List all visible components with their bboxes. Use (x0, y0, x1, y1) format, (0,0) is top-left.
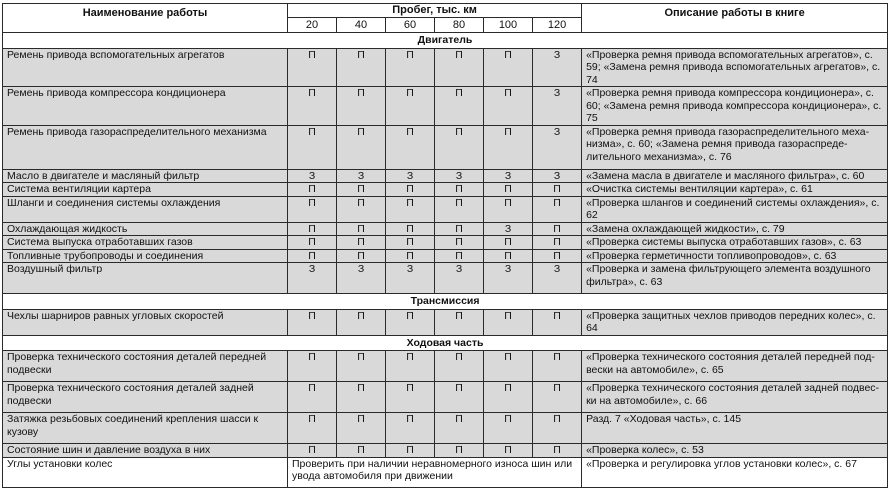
section-title-chassis: Ходовая часть (3, 335, 888, 351)
interval-value: П (288, 236, 337, 250)
work-name: Углы установки колес (3, 457, 288, 487)
mileage-col-40: 40 (337, 17, 386, 33)
mileage-col-80: 80 (435, 17, 484, 33)
interval-value: П (533, 222, 582, 236)
section-title-transmission: Трансмиссия (3, 294, 888, 310)
work-name: Состояние шин и давление воздуха в них (3, 444, 288, 458)
interval-value: З (435, 169, 484, 183)
interval-value: З (533, 263, 582, 294)
interval-value: З (337, 263, 386, 294)
header-work-name: Наименование работы (3, 4, 288, 33)
table-row (3, 183, 888, 197)
table-row (3, 87, 888, 126)
interval-value: П (435, 48, 484, 87)
interval-value: П (533, 413, 582, 444)
work-name: Проверка технического состояния деталей задней подвески (3, 382, 288, 413)
interval-value: З (337, 169, 386, 183)
book-reference: «Замена охлаждающей жидкости», с. 79 (582, 222, 888, 236)
book-reference: «Замена масла в двигателе и масляного фильтра», с. 60 (582, 169, 888, 183)
interval-value: П (337, 48, 386, 87)
interval-value: П (337, 413, 386, 444)
interval-value: П (484, 87, 533, 126)
section-header-row (3, 294, 888, 310)
work-name: Масло в двигателе и масляный фильтр (3, 169, 288, 183)
interval-value: П (337, 249, 386, 263)
book-reference: «Проверка системы выпуска отработавших газов», с. 63 (582, 236, 888, 250)
book-reference: «Проверка шлангов и соединений системы охлаждения», с. 62 (582, 196, 888, 222)
interval-value: П (386, 222, 435, 236)
interval-value: З (484, 263, 533, 294)
interval-value: П (533, 309, 582, 335)
table-row (3, 309, 888, 335)
interval-value: З (533, 169, 582, 183)
work-name: Шланги и соединения системы охлаждения (3, 196, 288, 222)
interval-value: З (435, 263, 484, 294)
table-row (3, 457, 888, 487)
interval-value: П (386, 309, 435, 335)
interval-value: З (484, 169, 533, 183)
book-reference: «Проверка защитных чехлов приводов передних колес», с. 64 (582, 309, 888, 335)
interval-value: П (435, 196, 484, 222)
interval-value: П (386, 236, 435, 250)
interval-value: П (533, 249, 582, 263)
table-header-row (3, 4, 888, 18)
interval-value: З (386, 169, 435, 183)
work-name: Чехлы шарниров равных угловых скоростей (3, 309, 288, 335)
interval-value: З (288, 169, 337, 183)
interval-value: П (337, 309, 386, 335)
section-header-row (3, 335, 888, 351)
interval-value: П (288, 48, 337, 87)
interval-value: П (337, 125, 386, 169)
interval-value: П (435, 125, 484, 169)
table-row (3, 382, 888, 413)
interval-value: П (288, 413, 337, 444)
mileage-col-120: 120 (533, 17, 582, 33)
interval-value: П (288, 222, 337, 236)
maintenance-schedule-table (2, 3, 888, 488)
book-reference: «Проверка герметичности топливопроводов», с. 63 (582, 249, 888, 263)
book-reference: «Проверка ремня привода газораспределительного меха-низма», с. 60; «Замена ремня привода газораспреде-лительного механизма», с. 76 (582, 125, 888, 169)
mileage-col-20: 20 (288, 17, 337, 33)
table-row (3, 48, 888, 87)
interval-value: З (288, 263, 337, 294)
interval-value: П (337, 444, 386, 458)
work-name: Ремень привода компрессора кондиционера (3, 87, 288, 126)
interval-value: П (386, 382, 435, 413)
interval-value: П (337, 222, 386, 236)
book-reference: «Проверка и замена фильтрующего элемента воздушного фильтра», с. 63 (582, 263, 888, 294)
interval-value: П (484, 382, 533, 413)
table-row (3, 196, 888, 222)
interval-value: З (484, 222, 533, 236)
interval-value: П (337, 236, 386, 250)
work-name: Охлаждающая жидкость (3, 222, 288, 236)
header-description: Описание работы в книге (582, 4, 888, 33)
interval-value: П (484, 48, 533, 87)
interval-value: З (386, 263, 435, 294)
table-row (3, 444, 888, 458)
interval-value: П (484, 444, 533, 458)
work-name: Ремень привода вспомогательных агрегатов (3, 48, 288, 87)
interval-value: П (337, 196, 386, 222)
table-row (3, 125, 888, 169)
interval-value: П (533, 183, 582, 197)
interval-value: З (533, 87, 582, 126)
mileage-col-100: 100 (484, 17, 533, 33)
interval-value: П (435, 87, 484, 126)
interval-value: П (288, 125, 337, 169)
interval-value: П (386, 351, 435, 382)
interval-value: П (337, 351, 386, 382)
interval-value: П (288, 196, 337, 222)
interval-value: П (337, 382, 386, 413)
interval-value: П (484, 196, 533, 222)
interval-value: П (288, 183, 337, 197)
interval-value: П (435, 236, 484, 250)
interval-value: П (386, 48, 435, 87)
book-reference: «Проверка технического состояния деталей передней под-вески на автомобиле», с. 65 (582, 351, 888, 382)
table-row (3, 351, 888, 382)
interval-value: П (288, 382, 337, 413)
interval-value: П (386, 413, 435, 444)
interval-value: П (386, 249, 435, 263)
interval-value: П (386, 125, 435, 169)
interval-value: П (484, 183, 533, 197)
book-reference: «Очистка системы вентиляции картера», с. 61 (582, 183, 888, 197)
interval-value: П (435, 444, 484, 458)
check-note: Проверить при наличии неравномерного износа шин или увода автомобиля при движении (288, 457, 582, 487)
interval-value: З (533, 48, 582, 87)
interval-value: П (435, 309, 484, 335)
interval-value: П (288, 87, 337, 126)
interval-value: П (288, 444, 337, 458)
interval-value: П (337, 87, 386, 126)
section-header-row (3, 33, 888, 49)
interval-value: П (484, 413, 533, 444)
interval-value: П (435, 351, 484, 382)
interval-value: П (484, 351, 533, 382)
work-name: Система вентиляции картера (3, 183, 288, 197)
interval-value: П (386, 183, 435, 197)
interval-value: П (484, 125, 533, 169)
book-reference: «Проверка ремня привода вспомогательных агрегатов», с. 59; «Замена ремня привода вспомогательных агрегатов», с. 74 (582, 48, 888, 87)
table-row (3, 169, 888, 183)
interval-value: П (386, 444, 435, 458)
interval-value: П (288, 249, 337, 263)
interval-value: П (533, 444, 582, 458)
interval-value: П (533, 351, 582, 382)
interval-value: З (533, 125, 582, 169)
interval-value: П (484, 249, 533, 263)
interval-value: П (288, 309, 337, 335)
interval-value: П (288, 351, 337, 382)
work-name: Ремень привода газораспределительного механизма (3, 125, 288, 169)
book-reference: «Проверка ремня привода компрессора кондиционера», с. 60; «Замена ремня привода компрессора кондиционера», с. 75 (582, 87, 888, 126)
interval-value: П (337, 183, 386, 197)
section-title-engine: Двигатель (3, 33, 888, 49)
book-reference: «Проверка технического состояния деталей задней подвес-ки на автомобиле», с. 66 (582, 382, 888, 413)
table-row (3, 222, 888, 236)
interval-value: П (386, 196, 435, 222)
table-row (3, 249, 888, 263)
work-name: Система выпуска отработавших газов (3, 236, 288, 250)
table-row (3, 236, 888, 250)
interval-value: П (533, 196, 582, 222)
book-reference: «Проверка и регулировка углов установки колес», с. 67 (582, 457, 888, 487)
interval-value: П (484, 236, 533, 250)
mileage-col-60: 60 (386, 17, 435, 33)
work-name: Воздушный фильтр (3, 263, 288, 294)
interval-value: П (435, 222, 484, 236)
interval-value: П (435, 249, 484, 263)
interval-value: П (386, 87, 435, 126)
interval-value: П (533, 382, 582, 413)
work-name: Проверка технического состояния деталей передней подвески (3, 351, 288, 382)
table-row (3, 413, 888, 444)
header-mileage: Пробег, тыс. км (288, 4, 582, 18)
work-name: Топливные трубопроводы и соединения (3, 249, 288, 263)
interval-value: П (435, 183, 484, 197)
book-reference: Разд. 7 «Ходовая часть», с. 145 (582, 413, 888, 444)
interval-value: П (484, 309, 533, 335)
work-name: Затяжка резьбовых соединений крепления шасси к кузову (3, 413, 288, 444)
interval-value: П (533, 236, 582, 250)
table-row (3, 263, 888, 294)
interval-value: П (435, 413, 484, 444)
interval-value: П (435, 382, 484, 413)
book-reference: «Проверка колес», с. 53 (582, 444, 888, 458)
